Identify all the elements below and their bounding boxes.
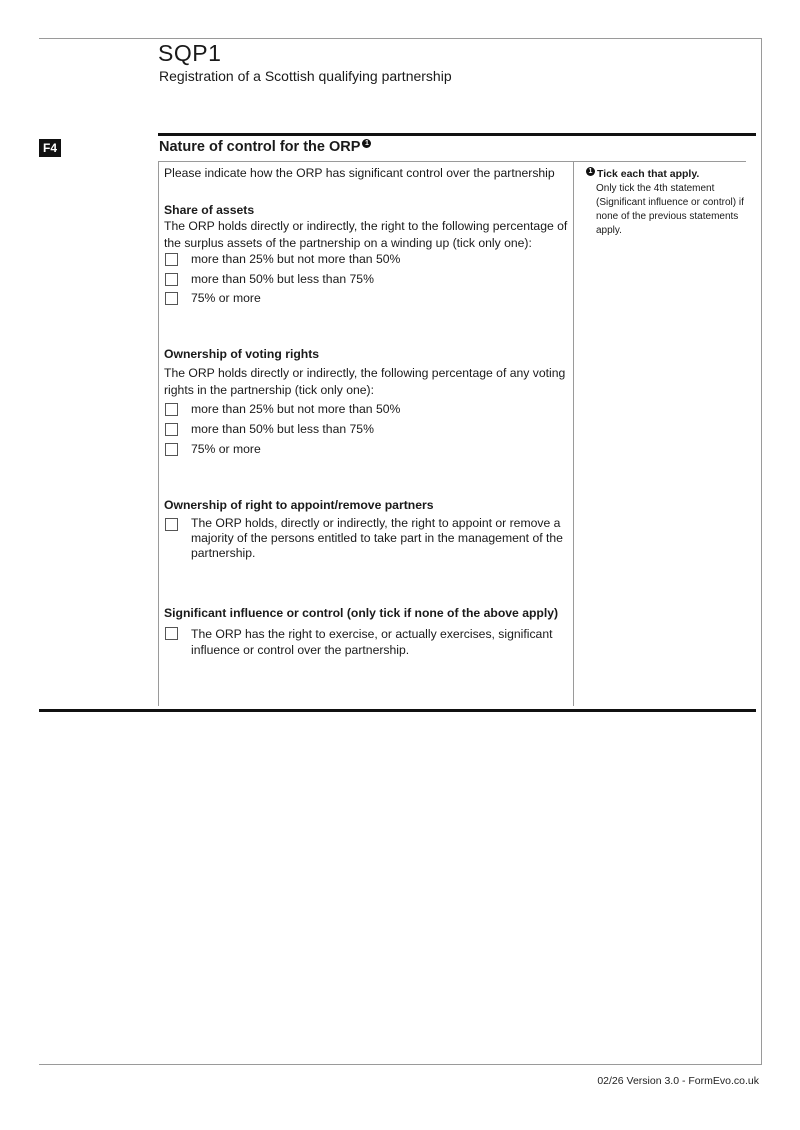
significant-influence-line-2: influence or control over the partnership.: [191, 643, 410, 657]
assets-50-75-label: more than 50% but less than 75%: [191, 272, 374, 286]
section-box-divider: [573, 161, 574, 706]
section-bottom-rule: [39, 709, 756, 712]
side-note-line-1: Only tick the 4th statement: [596, 183, 715, 194]
appoint-partners-heading: Ownership of right to appoint/remove partners: [164, 498, 434, 512]
share-of-assets-desc-2: the surplus assets of the partnership on a winding up (tick only one):: [164, 236, 532, 250]
voting-rights-desc-1: The ORP holds directly or indirectly, the following percentage of any voting: [164, 366, 566, 380]
section-box-left: [158, 161, 159, 706]
section-badge: F4: [39, 139, 61, 157]
right-border: [761, 38, 762, 1065]
assets-75-plus-checkbox[interactable]: [165, 292, 178, 305]
form-code: SQP1: [158, 40, 222, 66]
significant-influence-line-1: The ORP has the right to exercise, or actually exercises, significant: [191, 627, 553, 641]
section-box-top: [158, 161, 746, 162]
appoint-partners-line-2: majority of the persons entitled to take part in the management of the: [191, 531, 563, 545]
side-note-line-4: apply.: [596, 225, 622, 236]
appoint-partners-line-1: The ORP holds, directly or indirectly, the right to appoint or remove a: [191, 516, 561, 530]
info-icon: 1: [362, 139, 371, 148]
significant-influence-heading: Significant influence or control (only tick if none of the above apply): [164, 606, 559, 620]
side-note-info-icon: 1: [586, 167, 595, 176]
voting-75-plus-label: 75% or more: [191, 442, 261, 456]
voting-25-50-checkbox[interactable]: [165, 403, 178, 416]
top-rule: [39, 38, 762, 39]
section-top-rule: [158, 133, 756, 136]
voting-rights-heading: Ownership of voting rights: [164, 347, 320, 361]
voting-50-75-label: more than 50% but less than 75%: [191, 422, 374, 436]
significant-influence-checkbox[interactable]: [165, 627, 178, 640]
voting-25-50-label: more than 25% but not more than 50%: [191, 402, 401, 416]
share-of-assets-heading: Share of assets: [164, 203, 255, 217]
assets-25-50-checkbox[interactable]: [165, 253, 178, 266]
intro-text: Please indicate how the ORP has significant control over the partnership: [164, 166, 555, 180]
assets-25-50-label: more than 25% but not more than 50%: [191, 252, 401, 266]
form-subtitle: Registration of a Scottish qualifying partnership: [159, 68, 452, 84]
side-note-line-2: (Significant influence or control) if: [596, 197, 744, 208]
side-note-line-3: none of the previous statements: [596, 211, 739, 222]
appoint-partners-line-3: partnership.: [191, 546, 256, 560]
bottom-rule: [39, 1064, 762, 1065]
voting-75-plus-checkbox[interactable]: [165, 443, 178, 456]
section-title: [159, 139, 371, 155]
side-note: [586, 167, 751, 238]
section-title-text: Nature of control for the ORP: [159, 139, 361, 155]
side-note-title: Tick each that apply.: [597, 168, 700, 180]
assets-50-75-checkbox[interactable]: [165, 273, 178, 286]
footer-version: 02/26 Version 3.0 - FormEvo.co.uk: [597, 1075, 759, 1087]
side-note-title-row: [586, 167, 751, 182]
voting-rights-desc-2: rights in the partnership (tick only one):: [164, 383, 374, 397]
voting-50-75-checkbox[interactable]: [165, 423, 178, 436]
share-of-assets-desc-1: The ORP holds directly or indirectly, the right to the following percentage of: [164, 219, 568, 233]
assets-75-plus-label: 75% or more: [191, 291, 261, 305]
appoint-partners-checkbox[interactable]: [165, 518, 178, 531]
